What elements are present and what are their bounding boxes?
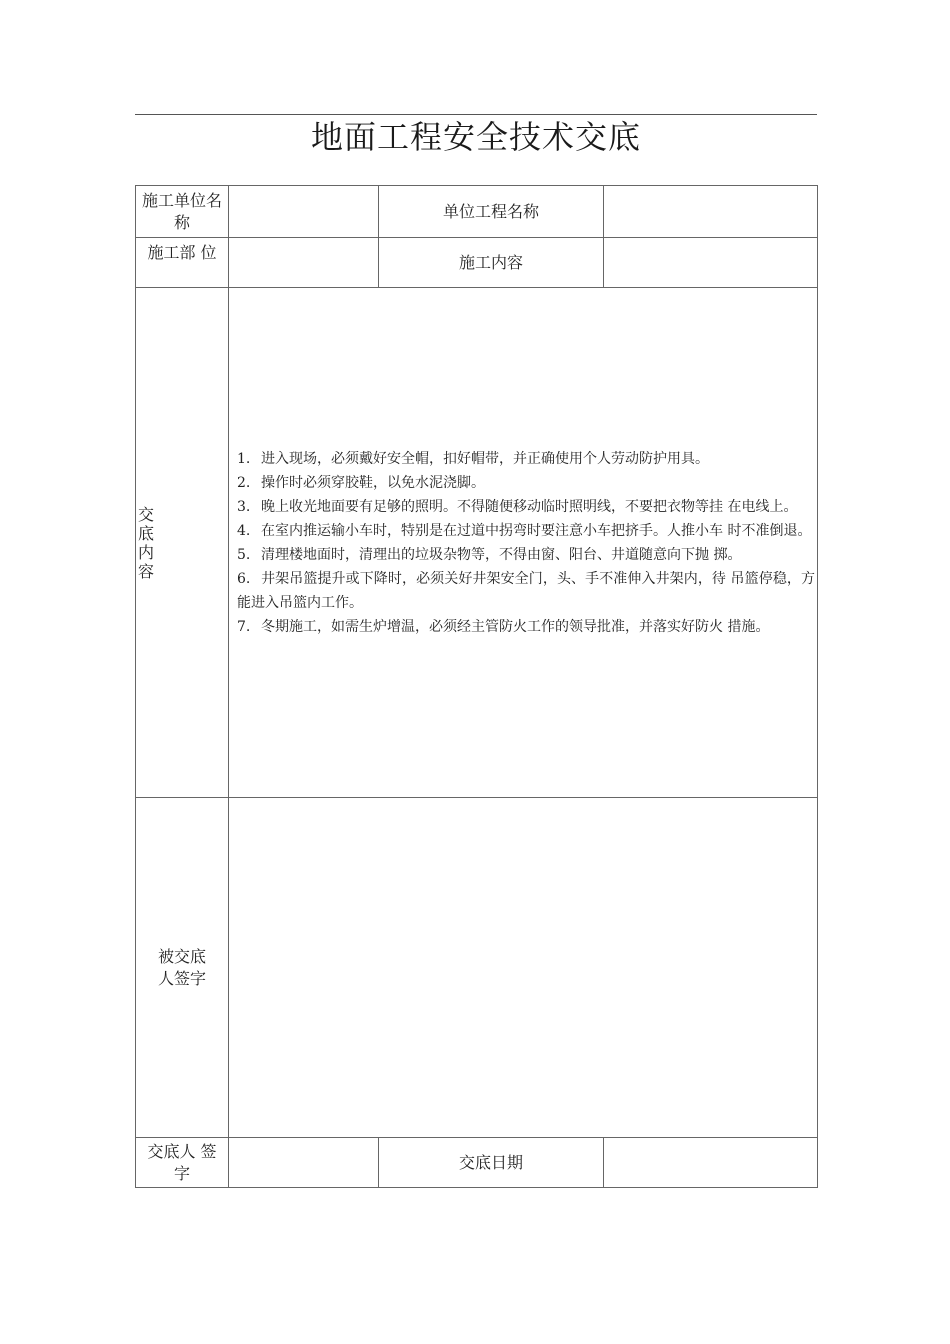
document-title: 地面工程安全技术交底 — [310, 118, 641, 156]
work-content-value[interactable] — [604, 238, 818, 288]
briefing-item-text: 在室内推运输小车时，特别是在过道中拐弯时要注意小车把挤手。人推小车 时不准倒退。 — [261, 522, 812, 539]
row-briefing — [136, 288, 818, 798]
unit-name-label-text: 施工单位名称 — [141, 191, 222, 232]
briefer-sign-label-line-2: 字 — [173, 1163, 190, 1183]
unit-name-value[interactable] — [229, 186, 379, 238]
row-unit-name — [136, 186, 818, 238]
briefing-item-number: 2. — [237, 474, 251, 491]
briefing-item — [237, 543, 815, 567]
briefing-form — [135, 185, 818, 1188]
briefing-label: 交底内容 — [138, 504, 155, 581]
briefing-label-cell — [136, 288, 229, 798]
briefing-item-number: 3. — [237, 498, 251, 515]
briefer-sign-label-line-1: 交底人 签 — [147, 1141, 217, 1161]
briefing-item-text: 清理楼地面时，清理出的垃圾杂物等，不得由窗、阳台、井道随意向下抛 掷。 — [261, 546, 742, 563]
unit-name-label — [136, 186, 229, 238]
date-value[interactable] — [604, 1138, 818, 1188]
row-part — [136, 238, 818, 288]
project-name-label: 单位工程名称 — [379, 186, 604, 238]
briefer-sign-label — [136, 1138, 229, 1188]
briefing-item — [237, 495, 815, 519]
part-label: 施工部 位 — [136, 238, 229, 288]
briefing-item-number: 6. — [237, 570, 251, 587]
briefing-item — [237, 447, 815, 471]
work-content-label: 施工内容 — [379, 238, 604, 288]
briefing-item — [237, 519, 815, 543]
briefing-item — [237, 567, 815, 615]
briefing-item-text: 操作时必须穿胶鞋，以免水泥浇脚。 — [261, 474, 485, 491]
briefing-item-number: 1. — [237, 450, 251, 467]
project-name-value[interactable] — [604, 186, 818, 238]
receiver-sign-label-line-2: 人签字 — [157, 968, 206, 988]
briefing-items-list — [237, 447, 815, 639]
receiver-sign-label — [136, 798, 229, 1138]
briefing-item — [237, 471, 815, 495]
briefing-item-text: 井架吊篮提升或下降时，必须关好井架安全门，头、手不准伸入井架内，待 吊篮停稳，方能进入吊篮内工作。 — [237, 570, 815, 611]
receiver-sign-label-line-1: 被交底 — [157, 946, 206, 966]
briefer-sign-value[interactable] — [229, 1138, 379, 1188]
briefing-content-cell[interactable] — [229, 288, 818, 798]
briefing-item — [237, 615, 815, 639]
briefing-item-text: 晚上收光地面要有足够的照明。不得随便移动临时照明线，不要把衣物等挂 在电线上。 — [261, 498, 798, 515]
briefing-item-number: 7. — [237, 618, 251, 635]
briefing-item-text: 进入现场，必须戴好安全帽，扣好帽带，并正确使用个人劳动防护用具。 — [261, 450, 709, 467]
date-label: 交底日期 — [379, 1138, 604, 1188]
briefing-item-number: 4. — [237, 522, 251, 539]
row-briefer-sign — [136, 1138, 818, 1188]
receiver-sign-value[interactable] — [229, 798, 818, 1138]
briefing-item-text: 冬期施工，如需生炉增温，必须经主管防火工作的领导批准，并落实好防火 措施。 — [261, 618, 770, 635]
part-value[interactable] — [229, 238, 379, 288]
row-receiver-sign — [136, 798, 818, 1138]
briefing-item-number: 5. — [237, 546, 251, 563]
